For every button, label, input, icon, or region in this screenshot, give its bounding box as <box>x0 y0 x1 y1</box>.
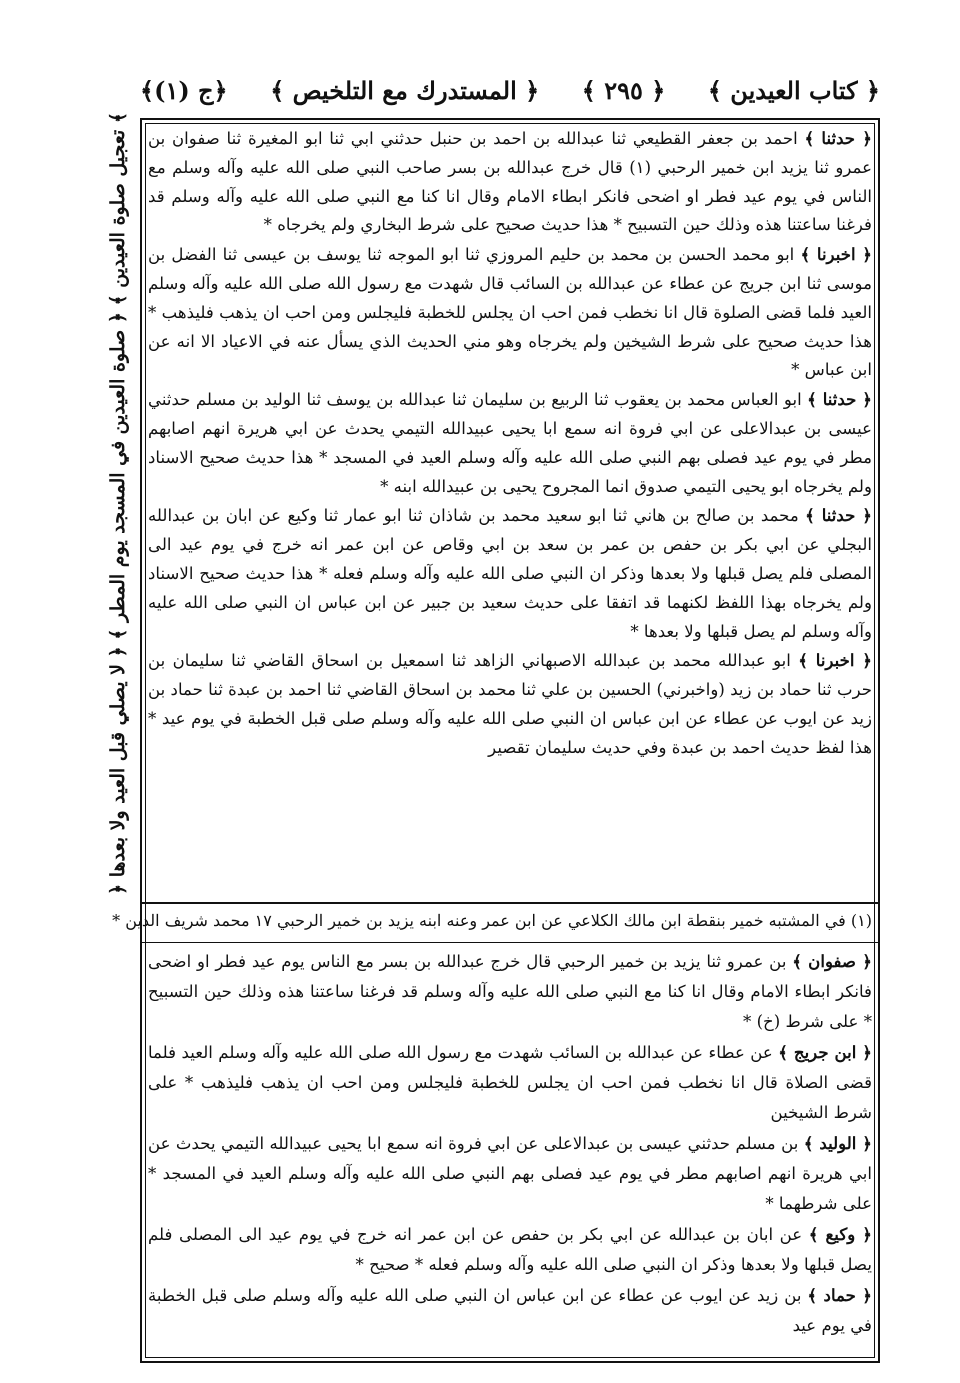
talkhis-paragraph <box>148 1128 872 1219</box>
paragraph-lead: ﴿ حدثنا ﴾ <box>807 389 872 410</box>
hadith-paragraph <box>148 501 872 646</box>
paragraph-lead: ﴿ ابن جريج ﴾ <box>778 1042 872 1062</box>
paragraph-text: بن زيد عن ايوب عن عطاء عن ابن عباس ان النبي صلى الله عليه وآله وسلم صلى قبل الخطبة في يوم عيد <box>148 1286 872 1335</box>
paragraph-text: محمد بن صالح بن هاني ثنا ابو سعيد محمد بن شاذان ثنا ابو عمار ثنا وكيع عن ابان بن عبدالله البجلي عن ابي بكر بن حفص بن عمر بن سعد بن ابي وقاص عن ابن عمر انه خرج في يوم عيد الى المصلى فلم يصل قبلها ولا بعدها وذكر ان النبي صلى الله عليه وآله وسلم فعله * هذا حديث صحيح الاسناد ولم يخرجاه بهذا اللفظ لكنهما قد اتفقا على حديث سعيد بن جبير عن ابن عباس ان النبي صلى الله عليه وآله وسلم لم يصل قبلها ولا بعدها * <box>148 506 872 641</box>
paragraph-text: ابو عبدالله محمد بن عبدالله الاصبهاني الزاهد ثنا اسمعيل بن اسحاق القاضي ثنا سليمان بن حرب ثنا حماد بن زيد (واخبرني) الحسين بن علي ثنا محمد بن اسحاق القاضي ثنا احمد بن عبدة ثنا حماد بن زيد عن ايوب عن عطاء عن ابن عباس ان النبي صلى الله عليه وآله وسلم صلى قبل الخطبة في يوم عيد * هذا لفظ حديث احمد بن عبدة وفي حديث سليمان تقصير <box>148 651 872 757</box>
paragraph-lead: ﴿ حدثنا ﴾ <box>804 128 872 148</box>
paragraph-text: بن مسلم حدثني عيسى بن عبدالاعلى عن ابي فروة انه سمع ابا يحيى عبيدالله التيمي يحدث عن ابي هريرة انهم اصابهم مطر في يوم عيد فصلى بهم النبي صلى الله عليه وآله وسلم العيد في المسجد * على شرطهما * <box>148 1134 872 1213</box>
talkhis-paragraph <box>148 1280 872 1341</box>
margin-note: ﴿ تعجيل صلوة العيدين ﴾ ﴿ صلوة العيدين في المسجد يوم المطر ﴾ ﴿ لا يصلي قبل العيد ولا بعدها ﴾ <box>107 112 129 895</box>
page-number: ﴿ ٢٩٥ ﴾ <box>581 75 666 105</box>
paragraph-lead: ﴿ وكيع ﴾ <box>808 1224 872 1244</box>
paragraph-lead: ﴿ اخبرنا ﴾ <box>800 244 872 265</box>
paragraph-text: ابو العباس محمد بن يعقوب ثنا الربيع بن سليمان ثنا عبدالله بن يوسف ثنا الوليد بن مسلم حدثني عيسى بن عبدالاعلى عن ابي فروة انه سمع ابا يحيى عبيدالله التيمي يحدث عن ابي هريرة انهم اصابهم مطر في يوم عيد فصلى بهم النبي صلى الله عليه وآله وسلم العيد في المسجد * هذا حديث صحيح الاسناد ولم يخرجاه ابو يحيى التيمي صدوق انما المجروح يحيى بن عبيدالله ابنه * <box>148 390 872 496</box>
paragraph-text: عن عطاء عن عبدالله بن السائب شهدت مع رسول الله صلى الله عليه وآله وسلم العيد فلما قضى الصلاة قال انا نخطب فمن احب ان يجلس للخطبة فليجلس ومن احب ان يذهب فليذهب * على شرط الشيخين <box>148 1043 872 1122</box>
hadith-paragraph <box>148 124 872 240</box>
page-header <box>140 68 880 112</box>
paragraph-text: عن ابان بن عبدالله عن ابي بكر بن حفص عن ابن عمر انه خرج في يوم عيد الى المصلى فلم يصل قبلها ولا بعدها وذكر ان النبي صلى الله عليه وآله وسلم فعله * صحيح * <box>148 1225 872 1274</box>
hadith-paragraph <box>148 385 872 501</box>
hadith-paragraph <box>148 646 872 762</box>
talkhis-divider <box>142 942 878 943</box>
paragraph-text: بن عمرو ثنا يزيد بن خمير الرحبي قال خرج عبدالله بن بسر مع الناس يوم عيد فطر او اضحى فانكر ابطاء الامام وقال انا كنا مع النبي صلى الله عليه وآله وسلم قد فرغنا ساعتنا هذه وذلك حين التسبيح * على شرط (خ) * <box>148 952 872 1031</box>
hadith-paragraph <box>148 240 872 385</box>
section-title: ﴿ كتاب العيدين ﴾ <box>707 75 880 105</box>
paragraph-lead: ﴿ اخبرنا ﴾ <box>798 650 873 671</box>
paragraph-lead: ﴿ الوليد ﴾ <box>803 1133 873 1153</box>
paragraph-text: ابو محمد الحسن بن محمد بن حليم المروزي ثنا ابو الموجه ثنا يوسف بن عيسى ثنا الفضل بن موسى ثنا ابن جريج عن عطاء عن عبدالله بن السائب قال شهدت مع رسول الله صلى الله عليه وآله وسلم العيد فلما قضى الصلوة قال انا نخطب فمن احب ان يجلس للخطبة فليجلس ومن احب ان يذهب فليذهب * هذا حديث صحيح على شرط الشيخين ولم يخرجاه وهو مني الحديث الذي يسأل عنه في الاعياد الا انه عن ابن عباس * <box>148 245 872 380</box>
book-title: ﴿ المستدرك مع التلخيص ﴾ <box>270 75 540 105</box>
paragraph-lead: ﴿ صفوان ﴾ <box>792 951 872 971</box>
main-text <box>148 124 872 900</box>
footnote-divider <box>142 902 878 904</box>
talkhis-text <box>148 946 872 1357</box>
footnote: (١) في المشتبه خمير بنقطة ابن مالك الكلاعي عن ابن عمر وعنه ابنه يزيد بن خمير الرحبي ١٧ محمد شريف الدين * <box>112 911 872 930</box>
paragraph-lead: ﴿ حماد ﴾ <box>807 1285 872 1305</box>
paragraph-lead: ﴿ حدثنا ﴾ <box>805 505 872 526</box>
volume-label: ﴿ج (١)﴾ <box>140 75 228 105</box>
talkhis-paragraph <box>148 1219 872 1280</box>
paragraph-text: احمد بن جعفر القطيعي ثنا عبدالله بن احمد بن حنبل حدثني ابي ثنا ابو المغيرة ثنا صفوان بن عمرو ثنا يزيد ابن خمير الرحبي (١) قال خرج عبدالله بن بسر صاحب النبي صلى الله عليه وآله وسلم مع الناس في يوم عيد فطر او اضحى فانكر ابطاء الامام وقال انا كنا مع النبي صلى الله عليه وآله وسلم قد فرغنا ساعتنا هذه وذلك حين التسبيح * هذا حديث صحيح على شرط البخاري ولم يخرجاه * <box>148 129 872 235</box>
talkhis-paragraph <box>148 1037 872 1128</box>
talkhis-paragraph <box>148 946 872 1037</box>
